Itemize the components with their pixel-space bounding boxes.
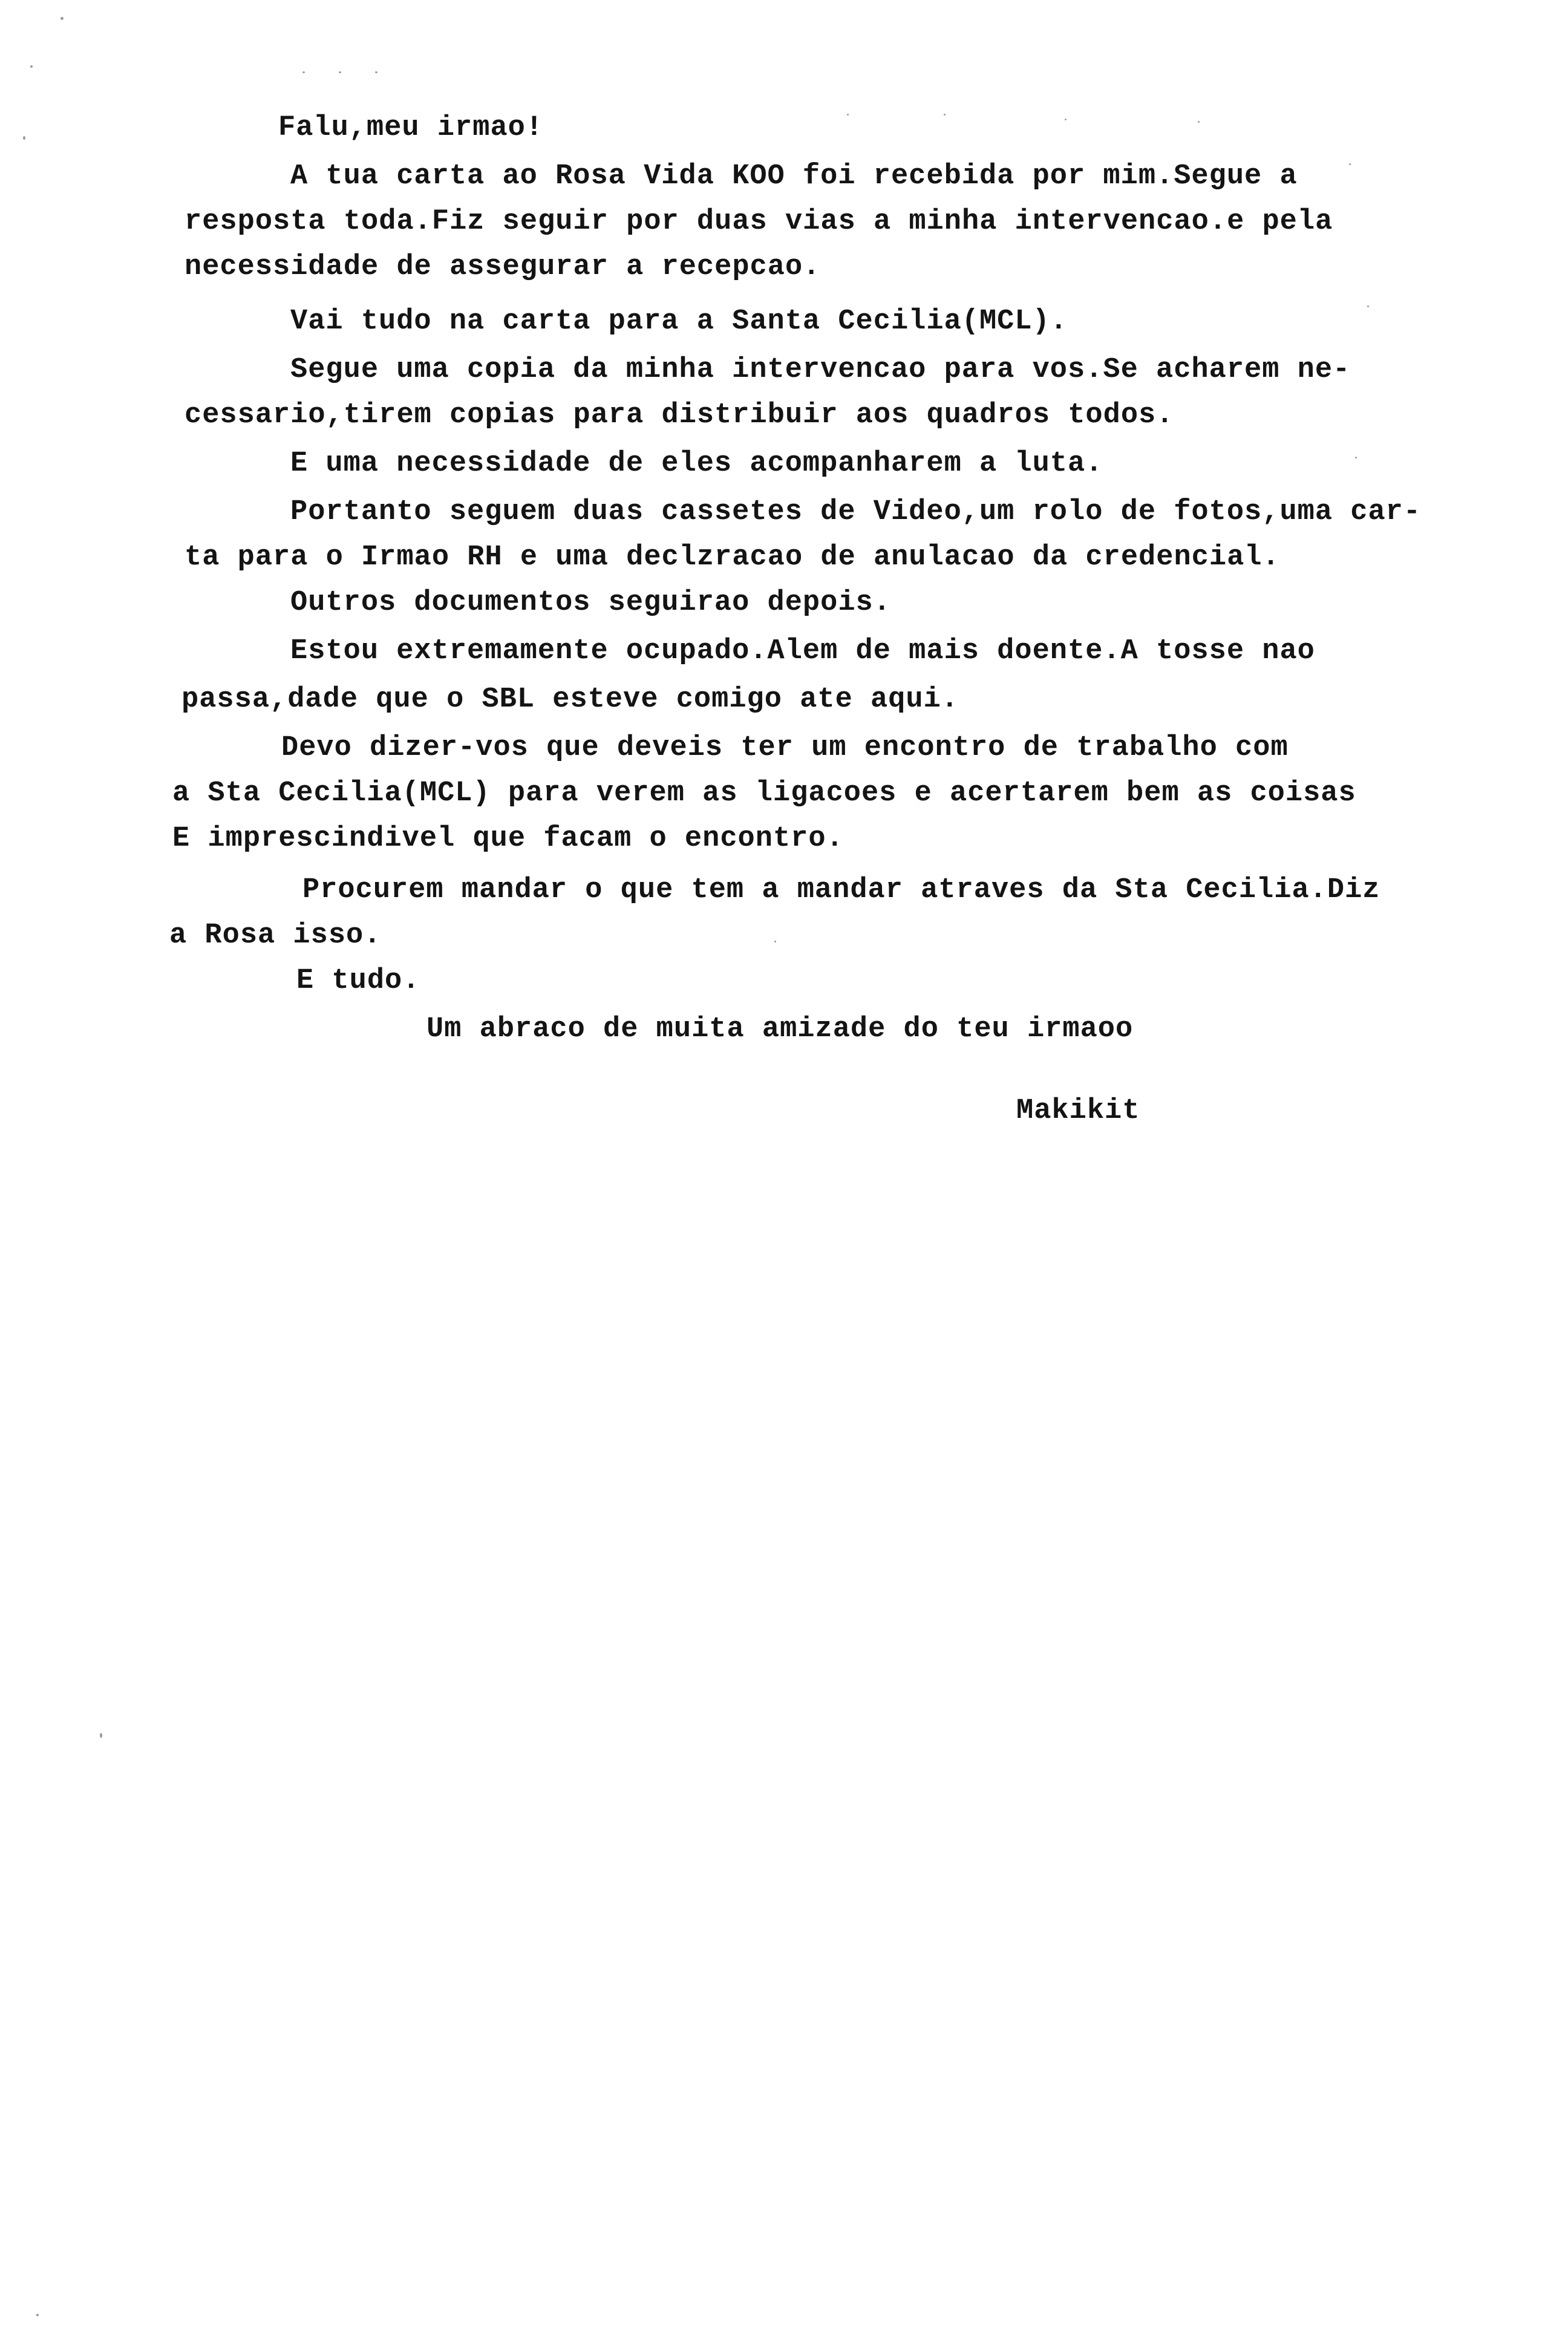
letter-signature: Makikit: [1016, 1095, 1140, 1127]
letter-line: E imprescindivel que facam o encontro.: [172, 823, 844, 855]
letter-line: passa,dade que o SBL esteve comigo ate aqui.: [181, 684, 959, 716]
letter-line: E tudo.: [296, 965, 420, 997]
letter-line: Procurem mandar o que tem a mandar atraves da Sta Cecilia.Diz: [302, 874, 1380, 906]
letter-line: a Rosa isso.: [169, 919, 382, 952]
letter-line: Estou extremamente ocupado.Alem de mais doente.A tosse nao: [290, 635, 1315, 667]
letter-line: E uma necessidade de eles acompanharem a luta.: [290, 448, 1103, 480]
letter-line: a Sta Cecilia(MCL) para verem as ligacoes e acertarem bem as coisas: [172, 777, 1356, 809]
letter-line: cessario,tirem copias para distribuir aos quadros todos.: [185, 399, 1174, 431]
letter-line: Outros documentos seguirao depois.: [290, 587, 891, 619]
letter-line: Segue uma copia da minha intervencao para vos.Se acharem ne-: [290, 354, 1351, 386]
letter-line: Portanto seguem duas cassetes de Video,um rolo de fotos,uma car-: [290, 496, 1422, 528]
letter-closing: Um abraco de muita amizade do teu irmaoo: [426, 1013, 1134, 1045]
letter-line: necessidade de assegurar a recepcao.: [185, 251, 821, 283]
letter-line: resposta toda.Fiz seguir por duas vias a minha intervencao.e pela: [185, 206, 1333, 238]
letter-salutation: Falu,meu irmao!: [278, 112, 544, 144]
letter-line: A tua carta ao Rosa Vida KOO foi recebida por mim.Segue a: [290, 160, 1298, 192]
letter-line: Vai tudo na carta para a Santa Cecilia(MCL).: [290, 305, 1068, 338]
letter-line: ta para o Irmao RH e uma declzracao de anulacao da credencial.: [185, 541, 1280, 573]
letter-line: Devo dizer-vos que deveis ter um encontro de trabalho com: [281, 732, 1289, 764]
